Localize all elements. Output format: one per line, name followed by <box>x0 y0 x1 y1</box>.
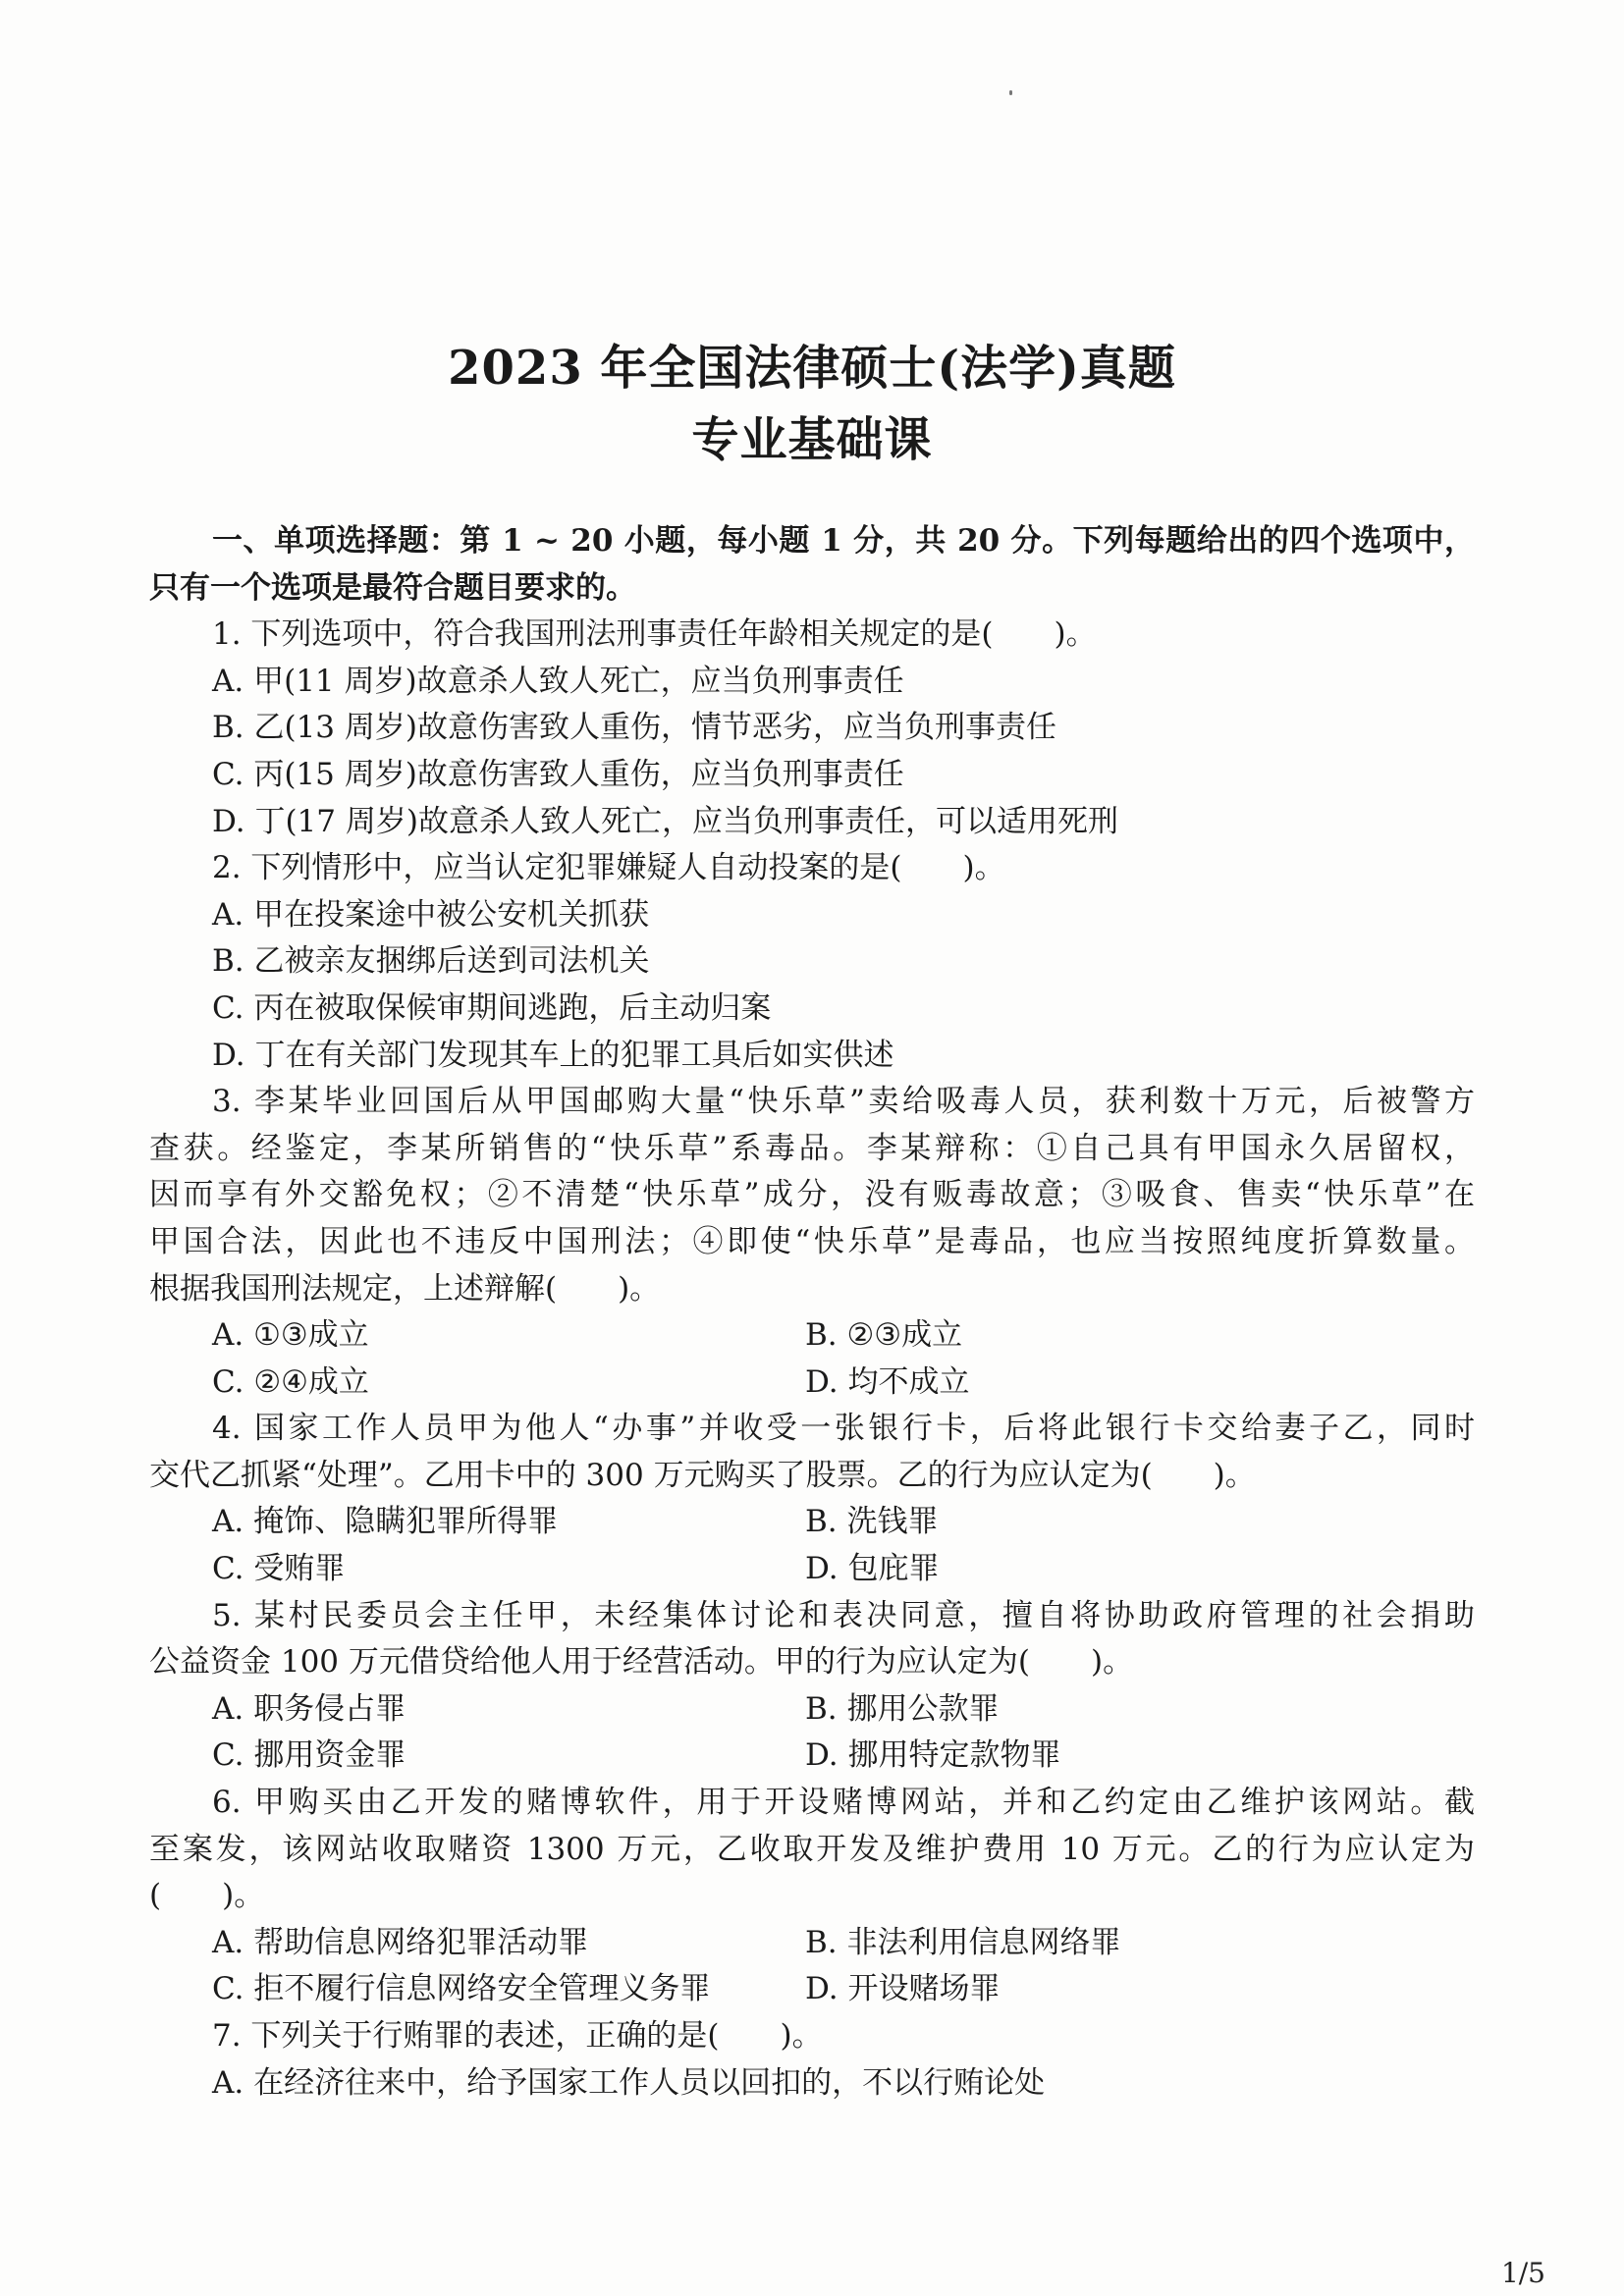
q4-stem-line2: 交代乙抓紧“处理”。乙用卡中的 300 万元购买了股票。乙的行为应认定为( )。 <box>149 1457 1256 1493</box>
q4-stem-line1: 4. 国家工作人员甲为他人“办事”并收受一张银行卡，后将此银行卡交给妻子乙，同时 <box>212 1411 1475 1447</box>
q5-option-d: D. 挪用特定款物罪 <box>805 1737 1061 1774</box>
q4-options-row1 <box>149 1499 1475 1546</box>
q3-stem-line4: 甲国合法，因此也不违反中国刑法；④即使“快乐草”是毒品，也应当按照纯度折算数量。 <box>149 1223 1475 1259</box>
q5-options-row1 <box>149 1686 1475 1734</box>
q7-option-a: A. 在经济往来中，给予国家工作人员以回扣的，不以行贿论处 <box>212 2064 1046 2101</box>
q6-stem-line3: ( )。 <box>149 1878 265 1914</box>
section-heading-line1: 一、单项选择题：第 1 ~ 20 小题，每小题 1 分，共 20 分。下列每题给出的四个选项中， <box>212 523 1475 559</box>
q3-option-a: A. ①③成立 <box>212 1317 369 1354</box>
q2-option-d: D. 丁在有关部门发现其车上的犯罪工具后如实供述 <box>212 1037 894 1073</box>
q6-stem-line2: 至案发，该网站收取赌资 1300 万元，乙收取开发及维护费用 10 万元。乙的行为应认定为 <box>149 1831 1475 1867</box>
q4-option-a: A. 掩饰、隐瞒犯罪所得罪 <box>212 1504 559 1540</box>
q4-option-d: D. 包庇罪 <box>805 1551 940 1587</box>
q6-option-c: C. 拒不履行信息网络安全管理义务罪 <box>212 1971 711 2007</box>
q6-stem-line1: 6. 甲购买由乙开发的赌博软件，用于开设赌博网站，并和乙约定由乙维护该网站。截 <box>212 1785 1475 1821</box>
q2-option-b: B. 乙被亲友捆绑后送到司法机关 <box>212 943 650 980</box>
q2-stem: 2. 下列情形中，应当认定犯罪嫌疑人自动投案的是( )。 <box>212 850 1005 886</box>
scan-speck <box>1009 90 1012 95</box>
q2-option-c: C. 丙在被取保候审期间逃跑，后主动归案 <box>212 989 772 1026</box>
page-number: 1/5 <box>1500 2257 1545 2289</box>
q3-stem-line1: 3. 李某毕业回国后从甲国邮购大量“快乐草”卖给吸毒人员，获利数十万元，后被警方 <box>212 1084 1475 1120</box>
q5-option-b: B. 挪用公款罪 <box>805 1690 1000 1727</box>
q6-option-d: D. 开设赌场罪 <box>805 1971 1001 2007</box>
question-body <box>149 518 1475 2107</box>
q5-option-c: C. 挪用资金罪 <box>212 1737 406 1774</box>
q3-options-row2 <box>149 1360 1475 1407</box>
q5-option-a: A. 职务侵占罪 <box>212 1690 406 1727</box>
q1-stem: 1. 下列选项中，符合我国刑法刑事责任年龄相关规定的是( )。 <box>212 616 1097 653</box>
section-heading-line2: 只有一个选项是最符合题目要求的。 <box>149 569 636 606</box>
q4-option-b: B. 洗钱罪 <box>805 1504 939 1540</box>
q1-option-a: A. 甲(11 周岁)故意杀人致人死亡，应当负刑事责任 <box>212 663 904 699</box>
exam-subtitle: 专业基础课 <box>691 412 933 467</box>
q6-option-a: A. 帮助信息网络犯罪活动罪 <box>212 1924 589 1960</box>
q3-option-d: D. 均不成立 <box>805 1363 970 1400</box>
q5-stem-line1: 5. 某村民委员会主任甲，未经集体讨论和表决同意，擅自将协助政府管理的社会捐助 <box>212 1597 1475 1633</box>
q6-options-row2 <box>149 1966 1475 2013</box>
q7-stem: 7. 下列关于行贿罪的表述，正确的是( )。 <box>212 2018 823 2054</box>
exam-title: 2023 年全国法律硕士(法学)真题 <box>448 341 1176 396</box>
q6-options-row1 <box>149 1920 1475 1967</box>
q3-option-b: B. ②③成立 <box>805 1317 963 1354</box>
q2-option-a: A. 甲在投案途中被公安机关抓获 <box>212 896 650 933</box>
q5-stem-line2: 公益资金 100 万元借贷给他人用于经营活动。甲的行为应认定为( )。 <box>149 1644 1134 1681</box>
q3-stem-line5: 根据我国刑法规定，上述辩解( )。 <box>149 1270 661 1307</box>
q6-option-b: B. 非法利用信息网络罪 <box>805 1924 1121 1960</box>
q1-option-b: B. 乙(13 周岁)故意伤害致人重伤，情节恶劣，应当负刑事责任 <box>212 710 1056 746</box>
q5-options-row2 <box>149 1733 1475 1780</box>
q3-options-row1 <box>149 1312 1475 1360</box>
q4-option-c: C. 受贿罪 <box>212 1551 346 1587</box>
q3-stem-line2: 查获。经鉴定，李某所销售的“快乐草”系毒品。李某辩称：①自己具有甲国永久居留权， <box>149 1130 1475 1166</box>
q1-option-c: C. 丙(15 周岁)故意伤害致人重伤，应当负刑事责任 <box>212 756 904 792</box>
q3-option-c: C. ②④成立 <box>212 1363 369 1400</box>
q1-option-d: D. 丁(17 周岁)故意杀人致人死亡，应当负刑事责任，可以适用死刑 <box>212 803 1118 839</box>
q4-options-row2 <box>149 1546 1475 1593</box>
q3-stem-line3: 因而享有外交豁免权；②不清楚“快乐草”成分，没有贩毒故意；③吸食、售卖“快乐草”在 <box>149 1177 1475 1213</box>
